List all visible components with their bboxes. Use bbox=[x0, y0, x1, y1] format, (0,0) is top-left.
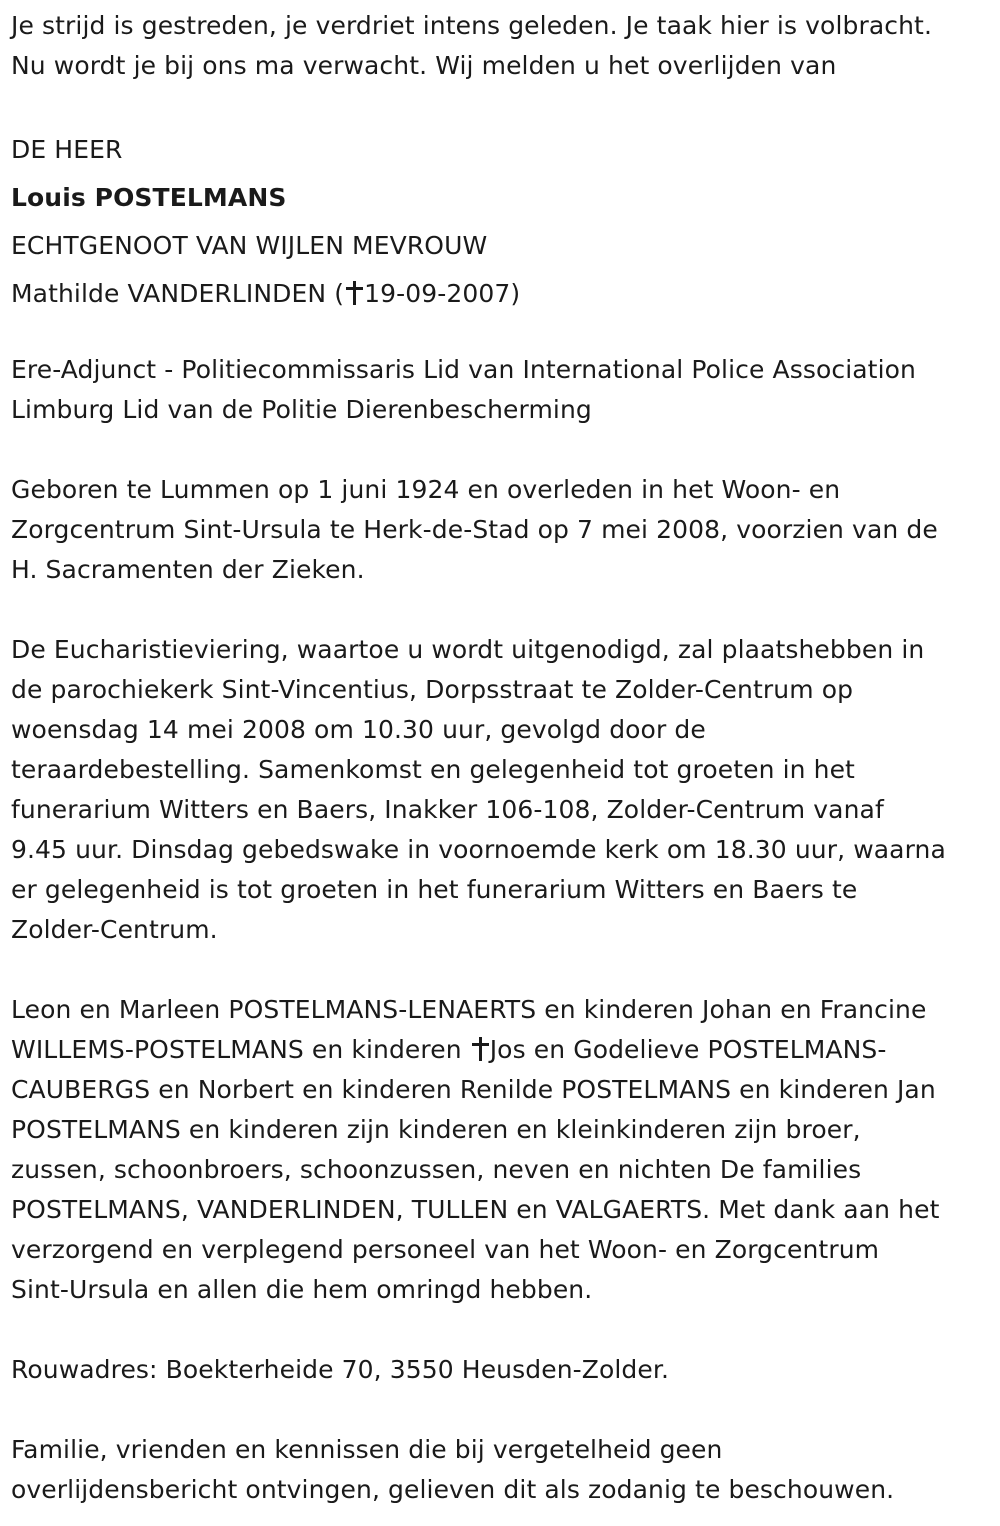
service-line: funerarium Witters en Baers, Inakker 106-108, Zolder-Centrum vanaf bbox=[11, 795, 884, 824]
service-line: er gelegenheid is tot groeten in het funerarium Witters en Baers te bbox=[11, 875, 858, 904]
family-text: WILLEMS-POSTELMANS en kinderen bbox=[11, 1035, 470, 1064]
family-text: Jos en Godelieve POSTELMANS- bbox=[489, 1035, 887, 1064]
service-line: De Eucharistieviering, waartoe u wordt uitgenodigd, zal plaatshebben in bbox=[11, 635, 925, 664]
family-line: Leon en Marleen POSTELMANS-LENAERTS en kinderen Johan en Francine bbox=[11, 995, 927, 1024]
functions-line: Ere-Adjunct - Politiecommissaris Lid van International Police Association bbox=[11, 355, 916, 384]
spouse-death-date: 19-09-2007) bbox=[364, 279, 521, 308]
family-line: verzorgend en verplegend personeel van het Woon- en Zorgcentrum bbox=[11, 1235, 880, 1264]
family-line: CAUBERGS en Norbert en kinderen Renilde POSTELMANS en kinderen Jan bbox=[11, 1075, 936, 1104]
spouse-label: ECHTGENOOT VAN WIJLEN MEVROUW bbox=[11, 231, 488, 260]
spouse-name: Mathilde VANDERLINDEN ( bbox=[11, 279, 345, 308]
closing-paragraph bbox=[11, 1430, 996, 1510]
cross-icon bbox=[472, 1037, 488, 1061]
cross-icon bbox=[346, 281, 362, 305]
family-line bbox=[11, 1030, 996, 1070]
family-line: POSTELMANS, VANDERLINDEN, TULLEN en VALGAERTS. Met dank aan het bbox=[11, 1195, 940, 1224]
service-line: woensdag 14 mei 2008 om 10.30 uur, gevolgd door de bbox=[11, 715, 706, 744]
service-line: 9.45 uur. Dinsdag gebedswake in voornoemde kerk om 18.30 uur, waarna bbox=[11, 835, 946, 864]
service-paragraph bbox=[11, 630, 996, 950]
closing-line: overlijdensbericht ontvingen, gelieven dit als zodanig te beschouwen. bbox=[11, 1475, 895, 1504]
family-line: POSTELMANS en kinderen zijn kinderen en kleinkinderen zijn broer, bbox=[11, 1115, 861, 1144]
closing-line: Familie, vrienden en kennissen die bij vergetelheid geen bbox=[11, 1435, 723, 1464]
functions-paragraph bbox=[11, 350, 996, 430]
spouse-line bbox=[11, 270, 520, 318]
functions-line: Limburg Lid van de Politie Dierenbescherming bbox=[11, 395, 592, 424]
intro-line: Je strijd is gestreden, je verdriet intens geleden. Je taak hier is volbracht. bbox=[11, 11, 932, 40]
service-line: Zolder-Centrum. bbox=[11, 915, 218, 944]
deceased-name: Louis POSTELMANS bbox=[11, 183, 287, 212]
intro-line: Nu wordt je bij ons ma verwacht. Wij melden u het overlijden van bbox=[11, 51, 837, 80]
birth-line: H. Sacramenten der Zieken. bbox=[11, 555, 365, 584]
mourning-address: Rouwadres: Boekterheide 70, 3550 Heusden-Zolder. bbox=[11, 1355, 670, 1384]
family-paragraph bbox=[11, 990, 996, 1310]
service-line: de parochiekerk Sint-Vincentius, Dorpsstraat te Zolder-Centrum op bbox=[11, 675, 854, 704]
family-line: zussen, schoonbroers, schoonzussen, neven en nichten De families bbox=[11, 1155, 862, 1184]
birth-line: Geboren te Lummen op 1 juni 1924 en overleden in het Woon- en bbox=[11, 475, 841, 504]
family-line: Sint-Ursula en allen die hem omringd hebben. bbox=[11, 1275, 593, 1304]
intro-verse bbox=[11, 6, 996, 86]
birth-death-paragraph bbox=[11, 470, 996, 590]
deceased-title: DE HEER bbox=[11, 135, 123, 164]
birth-line: Zorgcentrum Sint-Ursula te Herk-de-Stad op 7 mei 2008, voorzien van de bbox=[11, 515, 938, 544]
service-line: teraardebestelling. Samenkomst en gelegenheid tot groeten in het bbox=[11, 755, 855, 784]
